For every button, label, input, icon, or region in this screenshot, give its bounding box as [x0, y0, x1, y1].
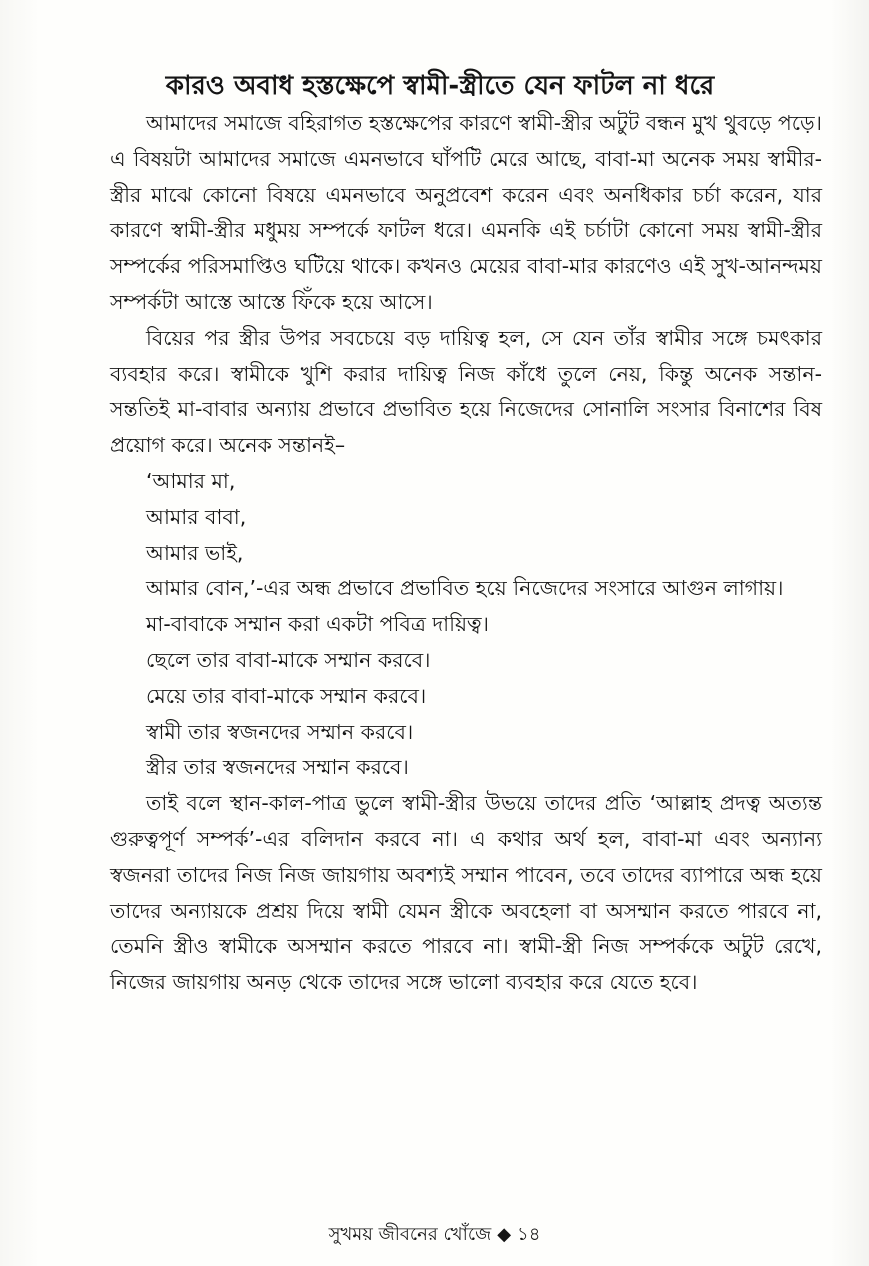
body-text [110, 106, 822, 1001]
duty-line: স্বামী তার স্বজনদের সম্মান করবে। [146, 719, 414, 744]
duty-line: মা-বাবাকে সম্মান করা একটা পবিত্র দায়িত্ব। [146, 612, 489, 637]
quote-line: আমার ভাই, [146, 540, 244, 565]
paragraph-closing: তাই বলে স্থান-কাল-পাত্র ভুলে স্বামী-স্ত্রীর উভয়ে তাদের প্রতি ‘আল্লাহ প্রদত্ব অত্যন্ত গুরুত্বপূর্ণ সম্পর্ক’-এর বলিদান করবে না। এ কথার অর্থ হল, বাবা-মা এবং অন্যান্য স্বজনরা তাদের নিজ নিজ জায়গায় অবশ্যই সম্মান পাবেন, তবে তাদের ব্যাপারে অন্ধ হয়ে তাদের অন্যায়কে প্রশ্রয় দিয়ে স্বামী যেমন স্ত্রীকে অবহেলা বা অসম্মান করতে পারবে না, তেমনি স্ত্রীও স্বামীকে অসম্মান করতে পারবে না। স্বামী-স্ত্রী নিজ সম্পর্ককে অটুট রেখে, নিজের জায়গায় অনড় থেকে তাদের সঙ্গে ভালো ব্যবহার করে যেতে হবে। [110, 791, 822, 995]
quote-line: আমার বোন,’-এর অন্ধ প্রভাবে প্রভাবিত হয়ে নিজেদের সংসারে আগুন লাগায়। [146, 576, 784, 601]
chapter-title: কারও অবাধ হস্তক্ষেপে স্বামী-স্ত্রীতে যেন ফাটল না ধরে [165, 71, 715, 101]
duty-line: মেয়ে তার বাবা-মাকে সম্মান করবে। [146, 683, 427, 708]
page-footer [0, 1222, 869, 1248]
quote-line: আমার বাবা, [146, 504, 247, 529]
paragraph-wife-duty: বিয়ের পর স্ত্রীর উপর সবচেয়ে বড় দায়িত্ব হল, সে যেন তাঁর স্বামীর সঙ্গে চমৎকার ব্যবহার করে। স্বামীকে খুশি করার দায়িত্ব নিজ কাঁধে তুলে নেয়, কিন্তু অনেক সন্তান-সন্ততিই মা-বাবার অন্যায় প্রভাবে প্রভাবিত হয়ে নিজেদের সোনালি সংসার বিনাশের বিষ প্রয়োগ করে। অনেক সন্তানই– [110, 325, 822, 458]
footer-book-title: সুখময় জীবনের খোঁজে [328, 1224, 492, 1245]
footer-diamond-icon: ◆ [497, 1224, 512, 1245]
duty-line: স্ত্রীর তার স্বজনদের সম্মান করবে। [146, 755, 409, 780]
paragraph-intro: আমাদের সমাজে বহিরাগত হস্তক্ষেপের কারণে স্বামী-স্ত্রীর অটুট বন্ধন মুখ থুবড়ে পড়ে। এ বিষয়টা আমাদের সমাজে এমনভাবে ঘাঁপটি মেরে আছে, বাবা-মা অনেক সময় স্বামীর-স্ত্রীর মাঝে কোনো বিষয়ে এমনভাবে অনুপ্রবেশ করেন এবং অনধিকার চর্চা করেন, যার কারণে স্বামী-স্ত্রীর মধুময় সম্পর্কে ফাটল ধরে। এমনকি এই চর্চাটা কোনো সময় স্বামী-স্ত্রীর সম্পর্কের পরিসমাপ্তিও ঘটিয়ে থাকে। কখনও মেয়ের বাবা-মার কারণেও এই সুখ-আনন্দময় সম্পর্কটা আস্তে আস্তে ফিঁকে হয়ে আসে। [110, 111, 822, 314]
duty-line: ছেলে তার বাবা-মাকে সম্মান করবে। [146, 647, 431, 672]
quote-line: ‘আমার মা, [146, 468, 236, 493]
page-number: ১৪ [517, 1224, 541, 1245]
